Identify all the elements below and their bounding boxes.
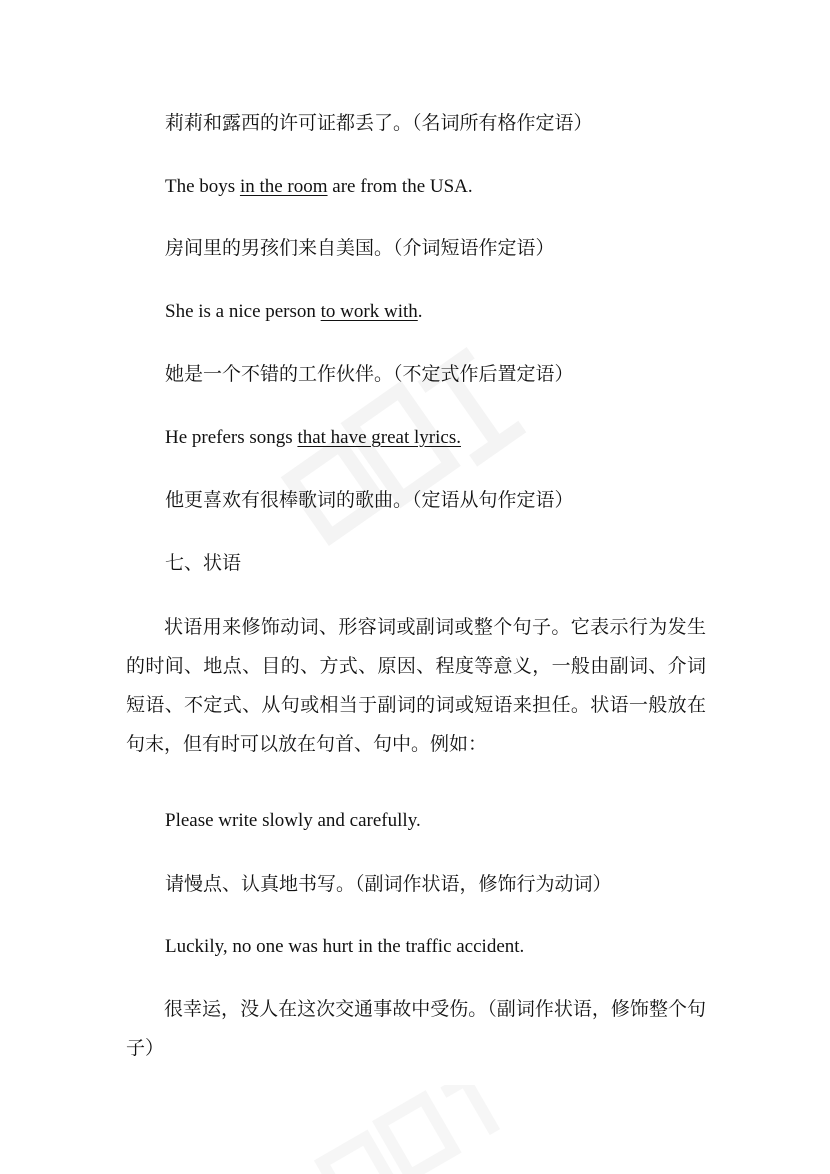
text-segment: are from the USA. xyxy=(327,176,473,197)
watermark-logo-bottom xyxy=(280,1085,540,1174)
section-heading: 七、状语 xyxy=(165,552,242,574)
text-segment: . xyxy=(417,301,423,322)
line-please-write-translation: 请慢点、认真地书写。（副词作状语，修饰行为动词） xyxy=(165,873,612,895)
underlined-phrase: to work with xyxy=(320,301,418,322)
line-possessive-translation: 莉莉和露西的许可证都丢了。（名词所有格作定语） xyxy=(165,112,593,134)
line-boys-sentence xyxy=(165,175,473,199)
underlined-phrase: that have great lyrics. xyxy=(297,427,461,448)
line-boys-translation: 房间里的男孩们来自美国。（介词短语作定语） xyxy=(165,237,555,259)
line-please-write: Please write slowly and carefully. xyxy=(165,810,421,831)
underlined-phrase: in the room xyxy=(239,176,328,197)
line-songs-sentence xyxy=(165,426,461,450)
adverbial-paragraph: 状语用来修饰动词、形容词或副词或整个句子。它表示行为发生的时间、地点、目的、方式、原因、程度等意义，一般由副词、介词短语、不定式、从句或相当于副词的词或短语来担任。状语一般放在句末，但有时可以放在句首、句中。例如： xyxy=(126,616,706,755)
line-nice-person-sentence xyxy=(165,300,423,324)
text-segment: The boys xyxy=(165,176,240,197)
text-segment: He prefers songs xyxy=(165,427,298,448)
line-nice-person-translation: 她是一个不错的工作伙伴。（不定式作后置定语） xyxy=(165,363,574,385)
line-songs-translation: 他更喜欢有很棒歌词的歌曲。（定语从句作定语） xyxy=(165,489,574,511)
line-luckily: Luckily, no one was hurt in the traffic accident. xyxy=(165,936,525,957)
text-segment: She is a nice person xyxy=(165,301,321,322)
luckily-translation-paragraph: 很幸运，没人在这次交通事故中受伤。（副词作状语，修饰整个句子） xyxy=(126,998,706,1059)
